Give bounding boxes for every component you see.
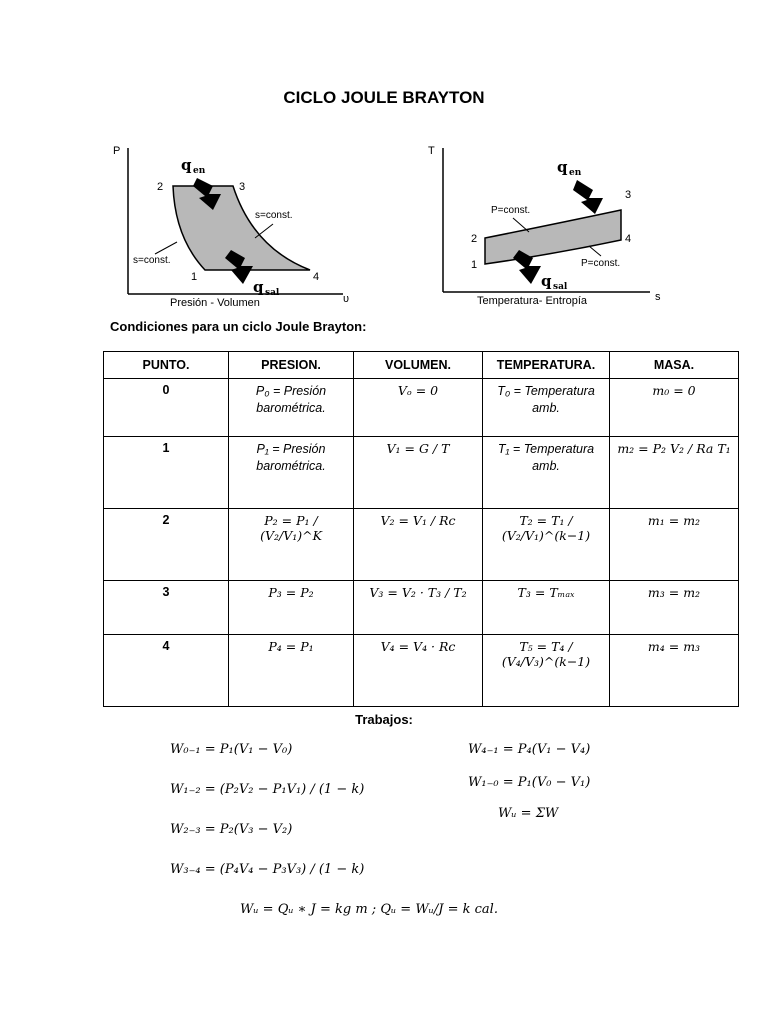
table-header-row [104,352,739,379]
conditions-title: Condiciones para un ciclo Joule Brayton: [110,319,367,334]
row4-masa: m₄ = m₃ [610,635,739,707]
pv-point-3: 3 [239,181,246,193]
pv-q-in: q [181,156,192,174]
pv-point-2: 2 [157,181,164,193]
row1-volumen: V₁ = G / T [354,437,483,509]
row1-presion: P₁ = Presión barométrica. [229,437,354,509]
row0-temperatura: T₀ = Temperatura amb. [483,379,610,437]
row4-volumen: V₄ = V₄ · Rc [354,635,483,707]
pv-q-in-sub: en [193,166,206,176]
table-row [104,379,739,437]
ts-p-const-pointer [513,218,529,232]
ts-x-label: s [655,291,661,303]
pv-x-label: υ [343,293,350,305]
pv-s-const-label: s=const. [255,210,293,221]
pv-s-const-label-2: s=const. [133,255,171,266]
table-row [104,509,739,581]
row2-punto: 2 [104,509,229,581]
ts-caption: Temperatura- Entropía [477,295,588,307]
row3-presion: P₃ = P₂ [229,581,354,635]
row2-volumen: V₂ = V₁ / Rc [354,509,483,581]
eq-wu: Wᵤ = ΣW [498,806,559,821]
eq-final: Wᵤ = Qᵤ ∗ J = kg m ; Qᵤ = Wᵤ/J = k cal. [240,902,498,917]
ts-q-in-sub: en [569,168,582,178]
pv-q-out-sub: sal [265,288,280,298]
ts-q-in: q [557,158,568,176]
row0-volumen: Vₒ = 0 [354,379,483,437]
eq-w01: W₀₋₁ = P₁(V₁ − V₀) [170,742,293,757]
pv-s-const-pointer [255,224,273,238]
row3-masa: m₃ = m₂ [610,581,739,635]
row4-punto: 4 [104,635,229,707]
pv-diagram [105,138,365,310]
page-title: CICLO JOULE BRAYTON [283,88,485,107]
ts-q-out-sub: sal [553,282,568,292]
header-masa: MASA. [610,352,739,379]
row3-temperatura: T₃ = Tₘₐₓ [483,581,610,635]
header-volumen: VOLUMEN. [354,352,483,379]
ts-y-label: T [428,145,435,157]
ts-p-const-label-2: P=const. [581,258,621,269]
row2-masa: m₁ = m₂ [610,509,739,581]
pv-q-out: q [253,278,264,296]
conditions-table [103,351,739,707]
ts-p-const-label: P=const. [491,205,531,216]
eq-w12: W₁₋₂ = (P₂V₂ − P₁V₁) / (1 − k) [170,782,365,797]
eq-w23: W₂₋₃ = P₂(V₃ − V₂) [170,822,293,837]
eq-w41: W₄₋₁ = P₄(V₁ − V₄) [468,742,591,757]
header-temperatura: TEMPERATURA. [483,352,610,379]
ts-point-1: 1 [471,259,478,271]
header-punto: PUNTO. [104,352,229,379]
ts-heat-in-arrow-icon [573,180,603,214]
row0-punto: 0 [104,379,229,437]
row2-presion: P₂ = P₁ / (V₂/V₁)^K [229,509,354,581]
ts-point-3: 3 [625,189,632,201]
pv-point-4: 4 [313,271,320,283]
row4-temperatura: T₅ = T₄ / (V₄/V₃)^(k−1) [483,635,610,707]
row0-presion: P₀ = Presión barométrica. [229,379,354,437]
row3-volumen: V₃ = V₂ · T₃ / T₂ [354,581,483,635]
pv-y-label: P [113,145,121,157]
trabajos-title: Trabajos: [355,712,413,727]
ts-diagram [425,138,670,310]
row4-presion: P₄ = P₁ [229,635,354,707]
row1-punto: 1 [104,437,229,509]
ts-point-2: 2 [471,233,478,245]
eq-w34: W₃₋₄ = (P₄V₄ − P₃V₃) / (1 − k) [170,862,365,877]
table-row [104,581,739,635]
row0-masa: m₀ = 0 [610,379,739,437]
pv-s-const-pointer-2 [155,242,177,254]
pv-caption: Presión - Volumen [170,297,260,309]
row1-masa: m₂ = P₂ V₂ / Ra T₁ [610,437,739,509]
ts-p-const-pointer-2 [589,246,601,256]
header-presion: PRESION. [229,352,354,379]
pv-point-1: 1 [191,271,198,283]
row3-punto: 3 [104,581,229,635]
table-row [104,635,739,707]
row1-temperatura: T₁ = Temperatura amb. [483,437,610,509]
table-row [104,437,739,509]
ts-point-4: 4 [625,233,632,245]
eq-w10: W₁₋₀ = P₁(V₀ − V₁) [468,775,591,790]
row2-temperatura: T₂ = T₁ / (V₂/V₁)^(k−1) [483,509,610,581]
ts-q-out: q [541,272,552,290]
